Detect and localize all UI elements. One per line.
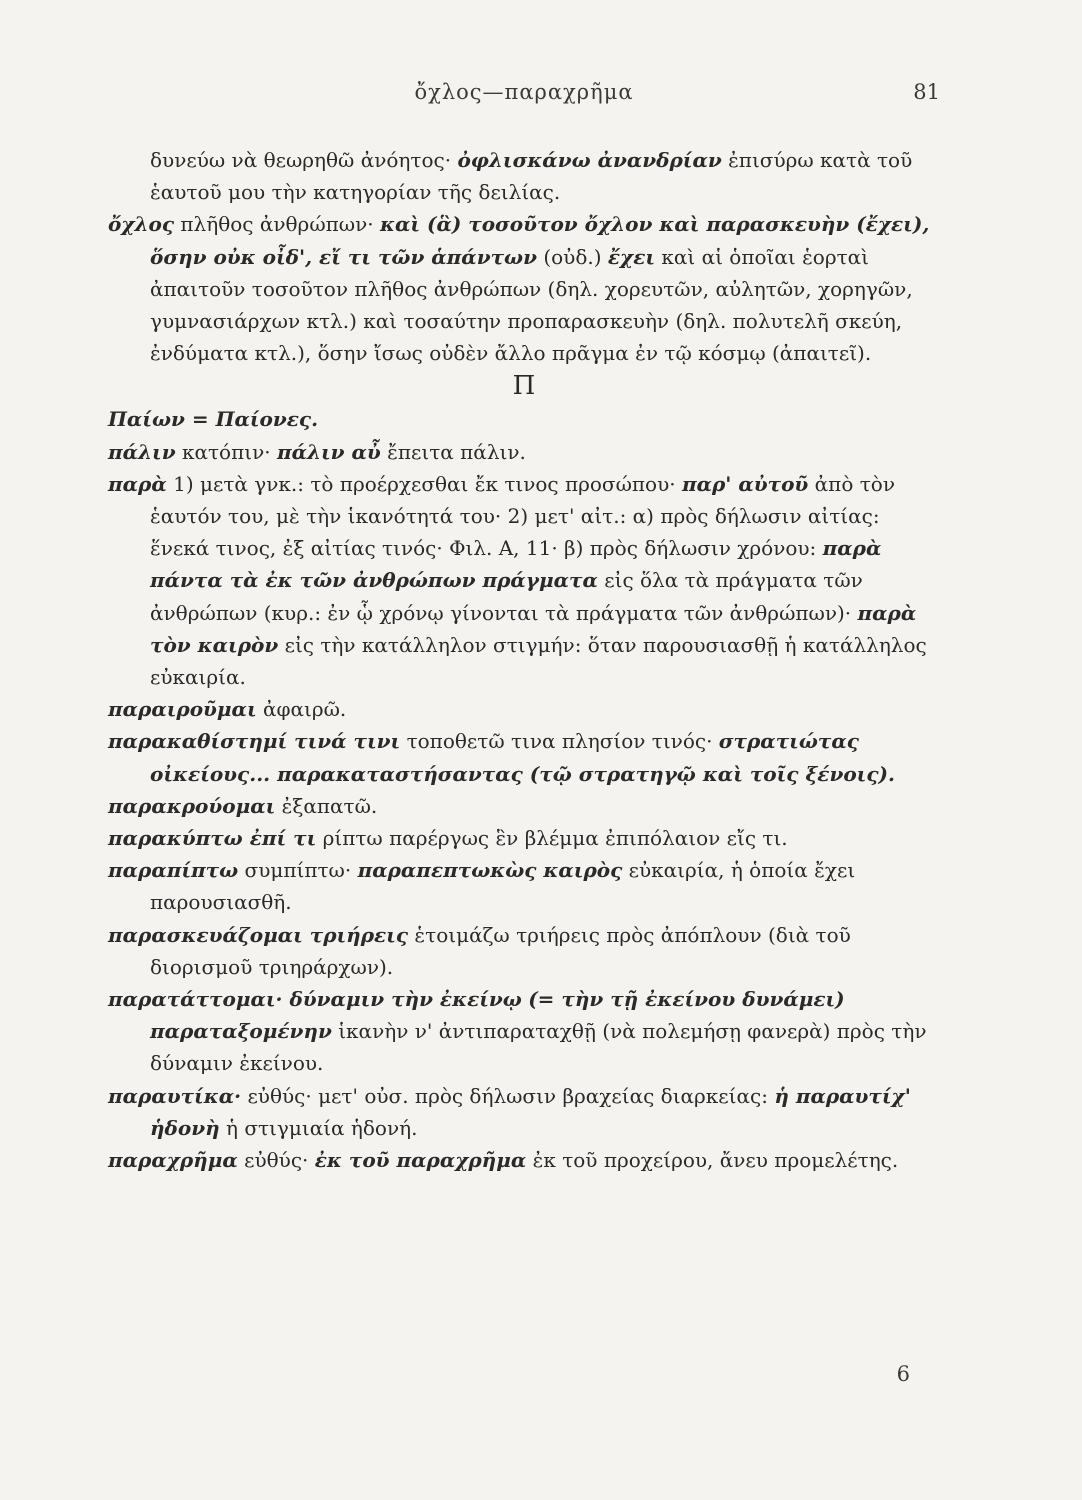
entry-text: εὐκαιρία, ἡ ὁποία ἔχει παρουσιασθῆ. — [150, 858, 856, 915]
entry-text: 1) μετὰ γνκ.: τὸ προέρχεσθαι ἔκ τινος προσώπου· — [173, 471, 676, 496]
entry-text: καὶ αἱ ὁποῖαι ἑορταὶ ἀπαιτοῦν τοσοῦτον πλῆθος ἀνθρώπων (δηλ. χορευτῶν, αὐλητῶν, χορηγῶν, γυμνασιάρχων κτλ.) καὶ τοσαύτην προπαρασκευὴν (δηλ. πολυτελῆ σκεύη, ἐνδύματα κτλ.), ὅσην ἴσως οὐδὲν ἄλλο πρᾶγμα ἐν τῷ κόσμῳ (ἀπαιτεῖ). — [150, 244, 913, 366]
entry-parakrouomai — [108, 790, 940, 822]
page-header — [108, 80, 940, 120]
entry-phrase: παρὰ τὸν καιρὸν — [150, 600, 917, 657]
entry-headword: παρακύπτω ἐπί τι — [108, 826, 317, 851]
entry-headword: παρακρούομαι — [108, 793, 276, 818]
entry-headword: παραιροῦμαι — [108, 697, 257, 722]
entry-text: πλῆθος ἀνθρώπων· — [180, 212, 374, 237]
entry-phrase: ἐκ τοῦ παραχρῆμα — [314, 1148, 527, 1173]
entry-para — [108, 468, 940, 693]
entry-parakypto — [108, 822, 940, 854]
entry-text: κατὰ τοῦ ἑαυτοῦ μου τὴν κατηγορίαν τῆς δειλίας. — [150, 148, 913, 205]
entry-headword: Παίων = Παίονες. — [108, 407, 319, 432]
section-letter: Π — [512, 371, 536, 402]
entry-text: ἐκ τοῦ προχείρου, ἄνευ προμελέτης. — [532, 1148, 899, 1173]
entry-parakathistemi — [108, 725, 940, 789]
page-number: 81 — [913, 80, 940, 104]
dictionary-body — [108, 144, 940, 1176]
entry-text: εἰς τὴν κατάλληλον στιγμήν: ὅταν παρουσιασθῇ ἡ κατάλληλος εὐκαιρία. — [150, 632, 927, 690]
entry-text: ἐπισύρω — [728, 148, 814, 172]
entry-headword: παρακαθίστημί τινά τινι — [108, 729, 401, 754]
entry-headword: παραπίπτω — [108, 858, 239, 883]
entry-palin — [108, 436, 940, 468]
entry-parapipto — [108, 854, 940, 918]
entry-phrase: παρ' αὐτοῦ — [681, 471, 809, 496]
entry-text: (οὐδ.) — [543, 244, 602, 269]
entry-text: ρίπτω παρέργως ἓν βλέμμα ἐπιπόλαιον εἴς τι. — [322, 826, 788, 851]
entry-text: ἀπὸ τὸν ἑαυτόν του, μὲ τὴν ἱκανότητά του· 2) μετ' αἰτ.: α) πρὸς δήλωσιν αἰτίας: ἕνεκά τινος, ἐξ αἰτίας τινός· Φιλ. Α, 11· β) πρὸς δήλωσιν χρόνου: — [150, 471, 895, 561]
entry-text: εὐθύς· μετ' οὐσ. πρὸς δήλωσιν βραχείας διαρκείας: — [247, 1083, 768, 1108]
entry-headword: ὄχλος — [108, 212, 175, 237]
entry-headword: παρὰ — [108, 471, 167, 496]
entry-phrase: ὀφλισκάνω ἀνανδρίαν — [457, 148, 722, 172]
entry-text: ἀφαιρῶ. — [262, 697, 347, 722]
entry-phrase: παραπεπτωκὼς καιρὸς — [357, 858, 623, 883]
entry-phrase: στρατιώτας οἰκείους... παρακαταστήσαντας (τῷ στρατηγῷ καὶ τοῖς ξένοις). — [150, 729, 895, 786]
running-head: ὄχλος—παραχρῆμα — [414, 80, 634, 104]
entry-phrase: ἡ παραυτίχ' ἡδονὴ — [150, 1083, 911, 1140]
entry-text: ἐξαπατῶ. — [281, 793, 378, 818]
entry-text: ἡ στιγμιαία ἡδονή. — [226, 1115, 418, 1140]
entry-text: κατόπιν· — [181, 439, 271, 464]
entry-parattomai — [108, 983, 940, 1080]
entry-phrase: (= τὴν τῇ ἐκείνου δυνάμει) — [528, 987, 845, 1012]
entry-phrase: πάλιν αὖ — [276, 439, 381, 464]
entry-phrase: καὶ (ἃ) τοσοῦτον ὄχλον καὶ παρασκευὴν (ἔχει), ὅσην οὐκ οἶδ', εἴ τι τῶν ἁπάντων — [150, 212, 930, 269]
entry-paraskeuazomai — [108, 919, 940, 983]
entry-headword: παρασκευάζομαι τριήρεις — [108, 922, 409, 947]
entry-headword: παραυτίκα· — [108, 1083, 242, 1108]
entry-text: εὐθύς· — [244, 1148, 309, 1173]
entry-parautika — [108, 1080, 940, 1144]
entry-headword: παρατάττομαι· δύναμιν τὴν ἐκείνῳ — [108, 987, 522, 1012]
entry-phrase: παρὰ πάντα τὰ ἐκ τῶν ἀνθρώπων πράγματα — [150, 536, 882, 593]
entry-parachrema — [108, 1144, 940, 1176]
entry-text: τοποθετῶ τινα πλησίον τινός· — [406, 729, 713, 754]
entry-text: δυνεύω νὰ θεωρηθῶ ἀνόητος· — [150, 148, 452, 172]
entry-text: εἰς ὅλα τὰ πράγματα τῶν ἀνθρώπων (κυρ.: ἐν ᾧ χρόνῳ γίνονται τὰ πράγματα τῶν ἀνθρώπων)· — [150, 568, 863, 625]
entry-paion — [108, 403, 940, 435]
entry-text: ἔπειτα πάλιν. — [387, 439, 526, 464]
signature-number: 6 — [896, 1362, 910, 1386]
entry-phrase: παραταξομένην — [150, 1019, 332, 1044]
entry-text: ἱκανὴν ν' ἀντιπαραταχθῇ (νὰ πολεμήσῃ φανερὰ) πρὸς τὴν δύναμιν ἐκείνου. — [150, 1019, 927, 1076]
entry-headword: παραχρῆμα — [108, 1148, 238, 1173]
entry-parairoumai — [108, 693, 940, 725]
entry-headword: πάλιν — [108, 439, 176, 464]
entry-continuation — [108, 144, 940, 208]
entry-text: συμπίπτω· — [244, 858, 352, 883]
entry-ochlos — [108, 208, 940, 369]
entry-phrase: ἔχει — [607, 244, 656, 269]
entry-text: ἑτοιμάζω τριήρεις πρὸς ἀπόπλουν (διὰ τοῦ διορισμοῦ τριηράρχων). — [150, 922, 851, 979]
